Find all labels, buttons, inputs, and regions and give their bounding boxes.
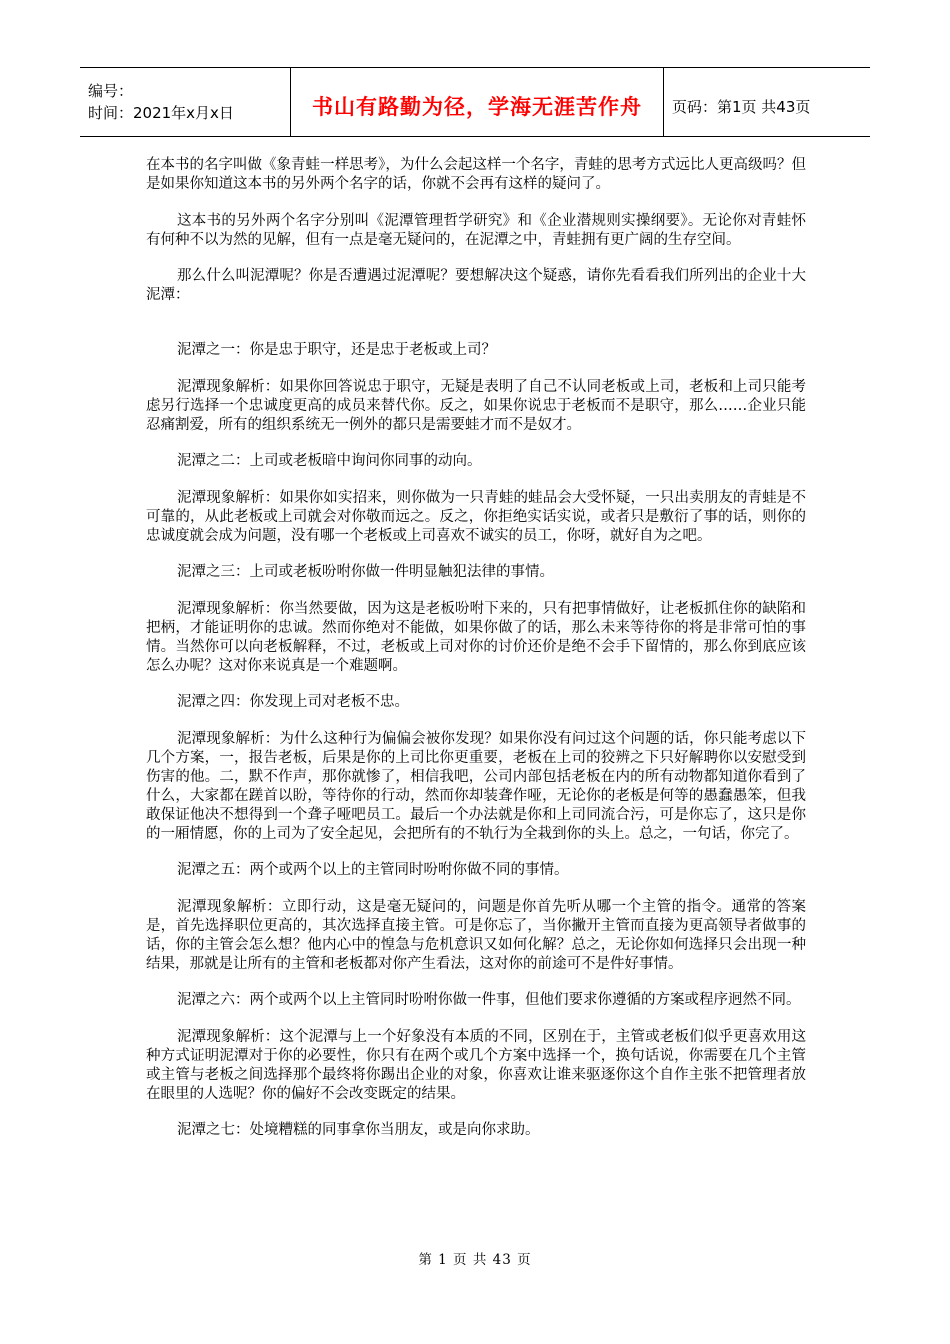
section-heading: 泥潭之五：两个或两个以上的主管同时吩咐你做不同的事情。 (177, 862, 569, 878)
header-motto (291, 68, 664, 136)
paragraph: 这本书的另外两个名字分别叫《泥潭管理哲学研究》和《企业潜规则实操纲要》。无论你对青蛙怀有何种不以为然的见解，但有一点是毫无疑问的，在泥潭之中，青蛙拥有更广阔的生存空间。 (146, 212, 806, 248)
document-number-label: 编号： (88, 82, 134, 100)
section-heading: 泥潭之二：上司或老板暗中询问你同事的动向。 (177, 453, 482, 469)
paragraph: 泥潭现象解析：如果你如实招来，则你做为一只青蛙的蛙品会大受怀疑，一只出卖朋友的青蛙是不可靠的，从此老板或上司就会对你敬而远之。反之，你拒绝实话实说，或者只是敷衍了事的话，则你的忠诚度就会成为问题，没有哪一个老板或上司喜欢不诚实的员工，你呀，就好自为之吧。 (146, 489, 806, 544)
page-number-label: 页码：第1页 共43页 (672, 97, 811, 116)
header-page-info (664, 68, 870, 136)
header-meta (80, 68, 291, 136)
document-time-label: 时间：2021年x月x日 (88, 104, 234, 122)
paragraph: 泥潭现象解析：如果你回答说忠于职守，无疑是表明了自己不认同老板或上司，老板和上司只能考虑另行选择一个忠诚度更高的成员来替代你。反之，如果你说忠于老板而不是职守，那么……企业只能忍痛割爱，所有的组织系统无一例外的都只是需要蛙才而不是奴才。 (146, 378, 806, 433)
footer-page-number: 第 1 页 共 43 页 (418, 1252, 532, 1268)
section-heading: 泥潭之三：上司或老板吩咐你做一件明显触犯法律的事情。 (177, 564, 554, 580)
paragraph: 泥潭现象解析：为什么这种行为偏偏会被你发现？如果你没有问过这个问题的话，你只能考虑以下几个方案，一，报告老板，后果是你的上司比你更重要，老板在上司的狡辨之下只好解聘你以安慰受到伤害的他。二，默不作声，那你就惨了，相信我吧，公司内部包括老板在内的所有动物都知道你看到了什么，大家都在蹉首以盼，等待你的行动，然而你却装聋作哑，无论你的老板是何等的愚蠢愚笨，但我敢保证他决不想得到一个聋子哑吧员工。最后一个办法就是你和上司同流合污，可是你忘了，这只是你的一厢情愿，你的上司为了安全起见，会把所有的不轨行为全栽到你的头上。总之，一句话，你完了。 (146, 730, 806, 842)
page-header (80, 67, 870, 137)
paragraph: 那么什么叫泥潭呢？你是否遭遇过泥潭呢？要想解决这个疑惑，请你先看看我们所列出的企业十大泥潭： (146, 268, 806, 303)
section-heading: 泥潭之四：你发现上司对老板不忠。 (177, 694, 409, 710)
section-heading: 泥潭之一：你是忠于职守，还是忠于老板或上司？ (177, 342, 496, 358)
section-heading: 泥潭之七：处境糟糕的同事拿你当朋友，或是向你求助。 (177, 1122, 540, 1138)
page-footer (0, 1248, 950, 1268)
paragraph: 在本书的名字叫做《象青蛙一样思考》，为什么会起这样一个名字，青蛙的思考方式远比人更高级吗？但是如果你知道这本书的另外两个名字的话，你就不会再有这样的疑问了。 (146, 157, 806, 192)
document-body (146, 156, 806, 1158)
section-heading: 泥潭之六：两个或两个以上主管同时吩咐你做一件事，但他们要求你遵循的方案或程序迥然不同。 (177, 992, 801, 1008)
paragraph: 泥潭现象解析：这个泥潭与上一个好象没有本质的不同，区别在于，主管或老板们似乎更喜欢用这种方式证明泥潭对于你的必要性，你只有在两个或几个方案中选择一个，换句话说，你需要在几个主管或主管与老板之间选择那个最终将你踢出企业的对象，你喜欢让谁来驱逐你这个自作主张不把管理者放在眼里的人选呢？你的偏好不会改变既定的结果。 (146, 1028, 806, 1102)
paragraph: 泥潭现象解析：立即行动，这是毫无疑问的，问题是你首先听从哪一个主管的指令。通常的答案是，首先选择职位更高的，其次选择直接主管。可是你忘了，当你撇开主管而直接为更高领导者做事的话，你的主管会怎么想？他内心中的惶急与危机意识又如何化解？总之，无论你如何选择只会出现一种结果，那就是让所有的主管和老板都对你产生看法，这对你的前途可不是件好事情。 (146, 898, 806, 972)
paragraph: 泥潭现象解析：你当然要做，因为这是老板吩咐下来的，只有把事情做好，让老板抓住你的缺陷和把柄，才能证明你的忠诚。然而你绝对不能做，如果你做了的话，那么未来等待你的将是非常可怕的事情。当然你可以向老板解释，不过，老板或上司对你的讨价还价是绝不会手下留情的，那么你到底应该怎么办呢？这对你来说真是一个难题啊。 (146, 600, 806, 674)
motto-text: 书山有路勤为径，学海无涯苦作舟 (312, 95, 642, 119)
